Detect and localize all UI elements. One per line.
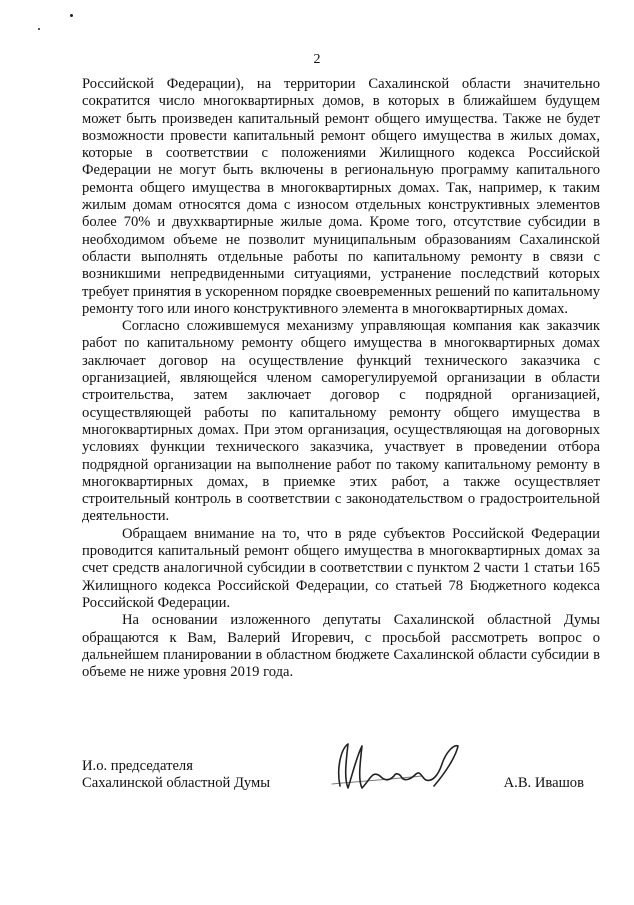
- paragraph-continuation: Российской Федерации), на территории Сахалинской области значительно сократится число многоквартирных домов, в которых в ближайшем будущем может быть произведен капитальный ремонт общего имущества. Также не будет возможности провести капитальный ремонт общего имущества в жилых домах, которые в соответствии с положениями Жилищного кодекса Российской Федерации не могут быть включены в региональную программу капитального ремонта общего имущества в многоквартирных домах. Так, например, к таким жилым домам относятся дома с износом отдельных конструктивных элементов более 70% и двухквартирные жилые дома. Кроме того, отсутствие субсидии в необходимом объеме не позволит муниципальным образованиям Сахалинской области выполнять отдельные работы по капитальному ремонту в связи с возникшими непредвиденными ситуациями, устранение последствий которых требует принятия в ускоренном порядке своевременных решений по капитальному ремонту того или иного конструктивного элемента в многоквартирных домах.: [82, 76, 600, 317]
- signatory-name: А.В. Ивашов: [503, 775, 584, 791]
- position-line-1: И.о. председателя: [82, 758, 193, 774]
- paragraph-attention: Обращаем внимание на то, что в ряде субъектов Российской Федерации проводится капитальный ремонт общего имущества в многоквартирных домах за счет средств аналогичной субсидии в соответствии с пунктом 2 части 1 статьи 165 Жилищного кодекса Российской Федерации, со статьей 78 Бюджетного кодекса Российской Федерации.: [82, 525, 600, 611]
- scan-speck: [70, 14, 73, 17]
- signature-block: [82, 758, 600, 818]
- paragraph-request: На основании изложенного депутаты Сахалинской областной Думы обращаются к Вам, Валерий Игоревич, с просьбой рассмотреть вопрос о дальнейшем планировании в областном бюджете Сахалинской области субсидии в объеме не ниже уровня 2019 года.: [82, 612, 600, 681]
- paragraph-mechanism: Согласно сложившемуся механизму управляющая компания как заказчик работ по капитальному ремонту общего имущества в многоквартирных домах заключает договор на осуществление функций технического заказчика с организацией, являющейся членом саморегулируемой организации в области строительства, затем заключает договор с подрядной организацией, осуществляющей работы по капитальному ремонту общего имущества в многоквартирных домах. При этом организация, осуществляющая на договорных условиях функции технического заказчика, участвует в проведении отбора подрядной организации на выполнение работ по такому капитальному ремонту в многоквартирных домах, в приемке этих работ, а также осуществляет строительный контроль в соответствии с законодательством о градостроительной деятельности.: [82, 318, 600, 525]
- scan-speck: [38, 28, 40, 30]
- signatory-position: [82, 758, 270, 793]
- handwritten-signature: [322, 736, 472, 796]
- letter-body: [82, 76, 600, 681]
- position-line-2: Сахалинской областной Думы: [82, 775, 271, 792]
- page-number: 2: [313, 52, 321, 67]
